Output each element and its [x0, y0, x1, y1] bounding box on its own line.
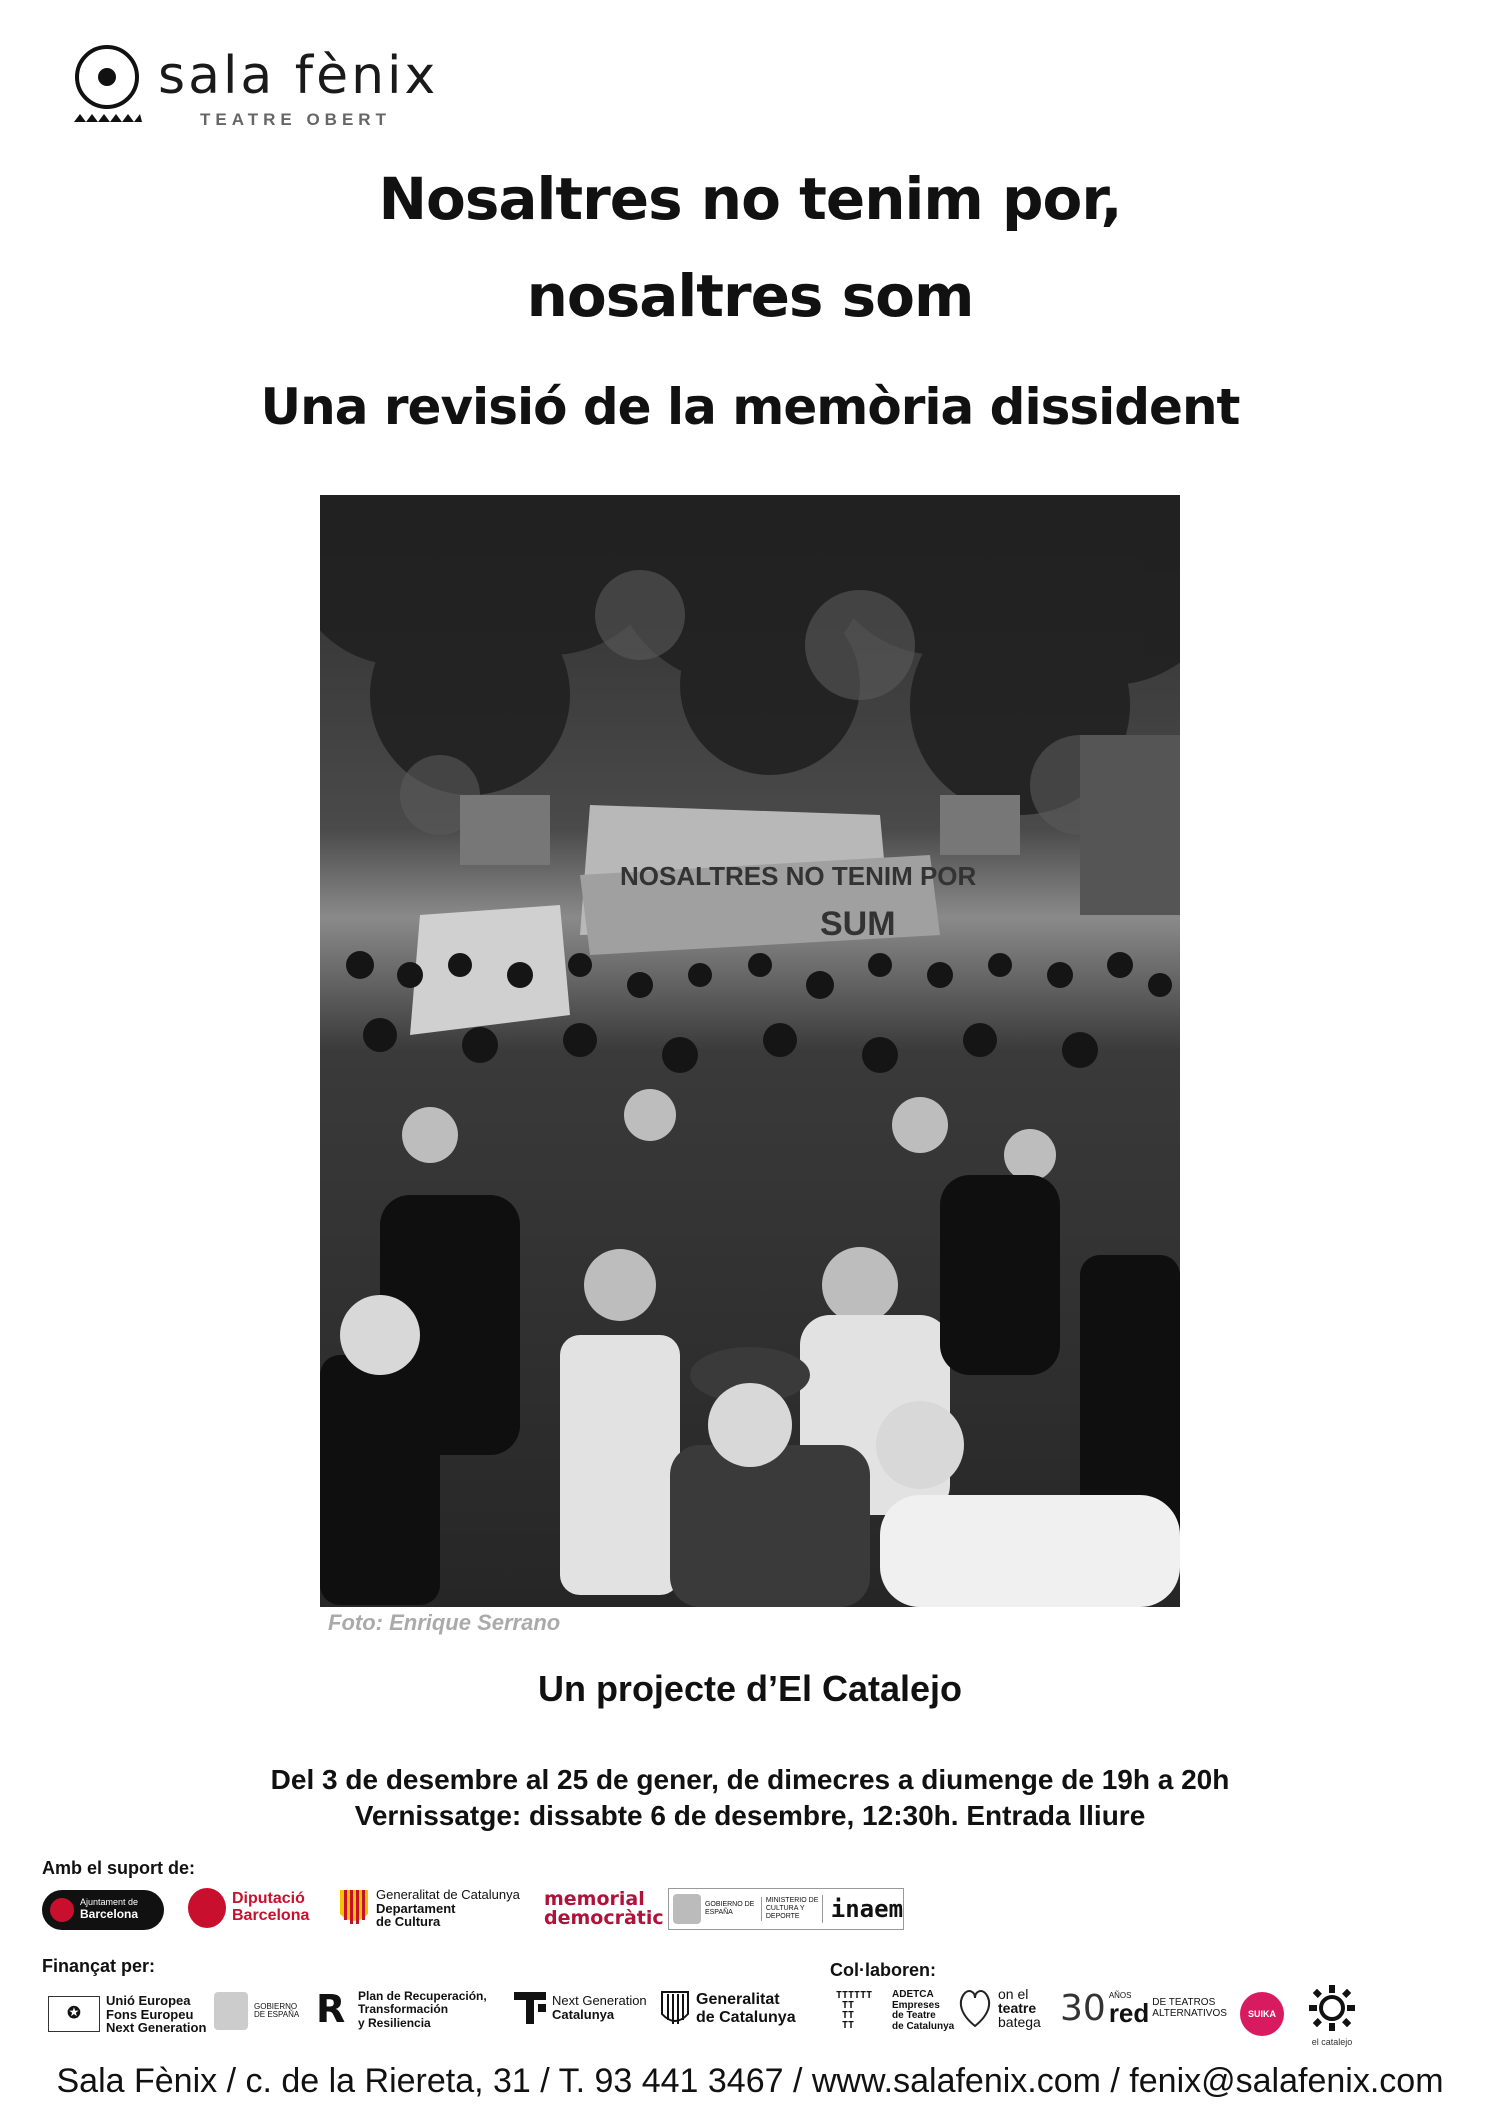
- next-generation-catalunya-logo: [514, 1992, 647, 2024]
- gobierno-text: GOBIERNO DE ESPAÑA: [254, 2001, 300, 2019]
- diputacio-line-1: Diputació: [232, 1890, 305, 1908]
- banner-text: NOSALTRES NO TENIM POR: [620, 861, 977, 891]
- adetca-icon: TTTTTT TT TT TT: [836, 1990, 873, 2031]
- adetca-logo: [836, 1990, 954, 2032]
- diputacio-icon: [188, 1888, 226, 1928]
- diputacio-logo: [188, 1888, 309, 1928]
- escudo-icon: [673, 1894, 701, 1924]
- eu-line-2: Fons Europeu: [106, 2006, 194, 2022]
- plan-r-icon: R: [316, 1987, 346, 2031]
- protest-photo: [320, 495, 1180, 1607]
- catalejo-icon: [1308, 1984, 1356, 2032]
- next-generation-icon: [514, 1992, 546, 2024]
- red-word: red: [1108, 1997, 1150, 2028]
- adetca-line-2: Empreses: [892, 1999, 940, 2011]
- ajuntament-logo: [42, 1890, 164, 1930]
- brand-name: sala fènix: [158, 46, 439, 106]
- ministerio-gobierno: GOBIERNO DE ESPAÑA: [704, 1901, 755, 1916]
- ajuntament-line-1: Ajuntament de: [80, 1897, 139, 1908]
- generalitat-line-3: de Cultura: [376, 1914, 441, 1930]
- eu-flag-icon: ✪: [48, 1996, 100, 2032]
- project-credit: Un projecte d’El Catalejo: [537, 1668, 963, 1709]
- generalitat-line-2: Departament: [376, 1900, 456, 1916]
- red-line-1: DE TEATROS: [1152, 1997, 1216, 2008]
- vernissage-info: Vernissatge: dissabte 6 de desembre, 12:30h. Entrada lliure: [354, 1800, 1146, 1831]
- generalitat-icon: [660, 1990, 690, 2028]
- ministerio-cultura: MINISTERIO DE CULTURA Y DEPORTE: [761, 1897, 822, 1920]
- eu-line-3: Next Generation: [106, 2020, 207, 2036]
- brand-tagline: TEATRE OBERT: [200, 110, 391, 129]
- red-anos: AÑOS: [1108, 1990, 1132, 2000]
- ajuntament-line-2: Barcelona: [80, 1907, 139, 1922]
- fenix-logo-icon: [72, 42, 142, 128]
- nextgen-line-1: Next Generation: [552, 1992, 647, 2008]
- plan-recuperacion-logo: [316, 1987, 487, 2031]
- plan-line-2: Transformación: [358, 2002, 449, 2017]
- plan-line-1: Plan de Recuperación,: [358, 1989, 487, 2004]
- plan-line-3: y Resiliencia: [358, 2015, 431, 2030]
- gen-line-1: Generalitat: [696, 1991, 780, 2009]
- adetca-line-1: ADETCA: [892, 1989, 934, 2000]
- adetca-line-4: de Catalunya: [892, 2020, 955, 2032]
- support-label: Amb el suport de:: [42, 1858, 196, 1878]
- photo-credit: Foto: Enrique Serrano: [328, 1610, 561, 1635]
- teatre-line-3: batega: [998, 2014, 1041, 2030]
- eu-next-generation-logo: [48, 1994, 206, 2035]
- banner-text-2: SUM: [820, 905, 896, 943]
- memorial-line-2: democràtic: [544, 1907, 664, 1929]
- red-30: 30: [1060, 1988, 1106, 2029]
- memorial-line-1: memorial: [544, 1888, 645, 1910]
- suika-text: SUIKA: [1247, 2009, 1276, 2019]
- title-line-1: Nosaltres no tenim por,: [378, 165, 1122, 233]
- generalitat-catalunya-logo: [660, 1990, 796, 2028]
- senyera-icon: [338, 1888, 370, 1928]
- ministerio-inaem-logo: [668, 1888, 904, 1930]
- footer-contact: Sala Fènix / c. de la Riereta, 31 / T. 93 441 3467 / www.salafenix.com / fenix@salafenix.com: [56, 2062, 1444, 2100]
- adetca-line-3: de Teatre: [892, 2010, 936, 2021]
- gobierno-espana-logo: [214, 1992, 302, 2030]
- title-line-2: nosaltres som: [526, 262, 974, 330]
- dates-schedule: Del 3 de desembre al 25 de gener, de dimecres a diumenge de 19h a 20h: [270, 1764, 1230, 1795]
- memorial-democratic-logo: [544, 1890, 664, 1928]
- ajuntament-icon: [50, 1898, 74, 1922]
- brand-logo: [72, 42, 472, 142]
- teatre-line-1: on el: [998, 1986, 1029, 2002]
- teatre-batega-logo: [958, 1986, 1041, 2030]
- heart-icon: [958, 1986, 992, 2030]
- catalejo-logo: [1302, 1984, 1362, 2047]
- subtitle: Una revisió de la memòria dissident: [260, 378, 1240, 436]
- inaem-text: inaem: [822, 1895, 903, 1923]
- collab-label: Col·laboren:: [830, 1960, 936, 1980]
- funded-label: Finançat per:: [42, 1956, 156, 1976]
- red-teatros-logo: [1060, 1988, 1227, 2029]
- nextgen-line-2: Catalunya: [552, 2007, 615, 2022]
- generalitat-cultura-logo: [338, 1888, 520, 1929]
- diputacio-line-2: Barcelona: [232, 1907, 310, 1924]
- red-line-2: ALTERNATIVOS: [1152, 2007, 1227, 2019]
- suika-logo: [1240, 1992, 1284, 2036]
- catalejo-text: el catalejo: [1311, 2037, 1353, 2047]
- generalitat-line-1: Generalitat de Catalunya: [376, 1887, 520, 1902]
- teatre-line-2: teatre: [998, 2000, 1037, 2016]
- eu-line-1: Unió Europea: [106, 1993, 191, 2008]
- gen-line-2: de Catalunya: [696, 2009, 796, 2026]
- escudo-espana-icon: [214, 1992, 248, 2030]
